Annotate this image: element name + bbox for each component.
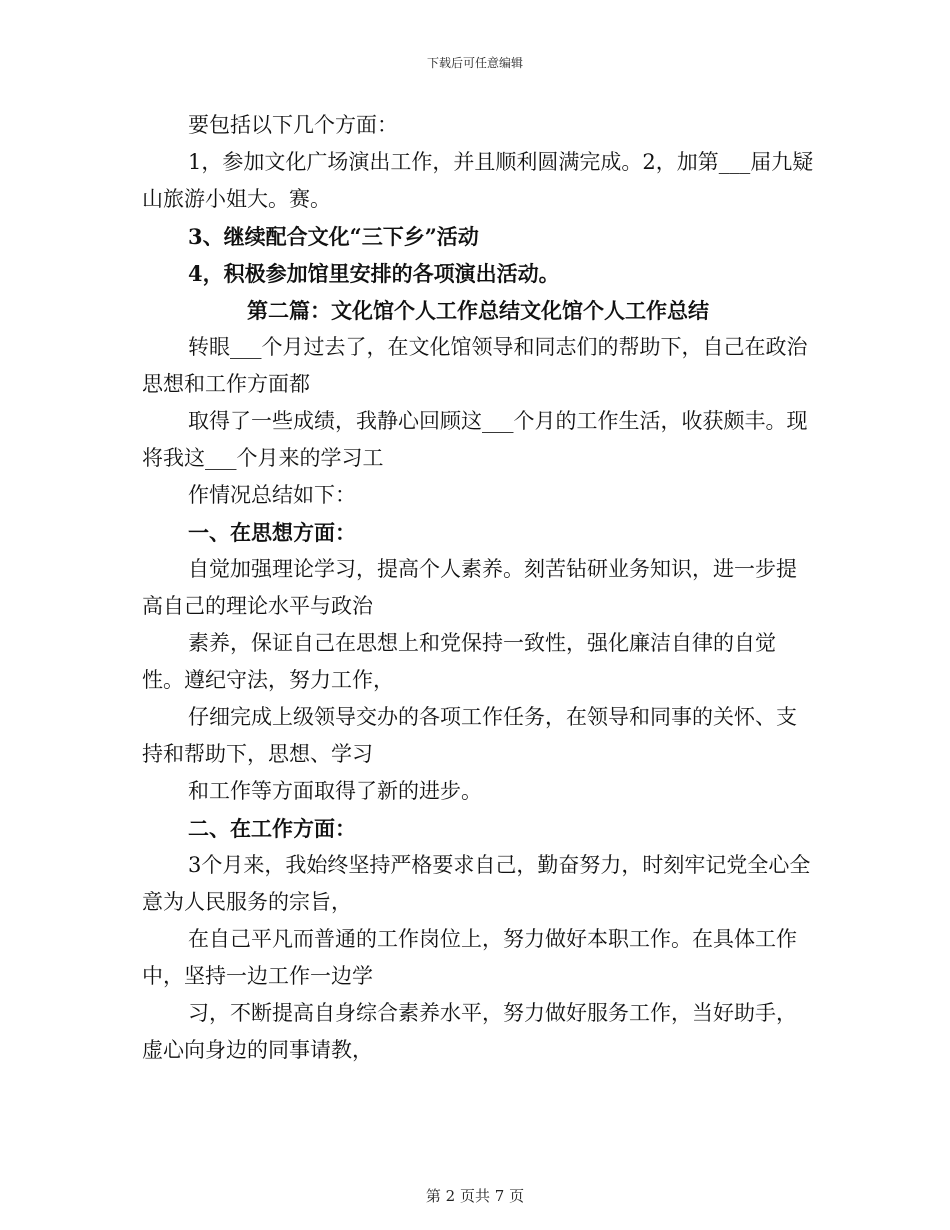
paragraph-16: 在自己平凡而普通的工作岗位上，努力做好本职工作。在具体工作中，坚持一边工作一边学 [142,927,797,988]
paragraph-1: 要包括以下几个方面： [188,113,398,137]
paragraph-13: 和工作等方面取得了新的进步。 [188,779,482,803]
heading-thought: 一、在思想方面： [188,520,356,545]
paragraph-6: 转眼___个月过去了，在文化馆领导和同志们的帮助下，自己在政治思想和工作方面都 [142,335,808,396]
heading-work: 二、在工作方面： [188,816,356,841]
paragraph-12: 仔细完成上级领导交办的各项工作任务，在领导和同事的关怀、支持和帮助下，思想、学习 [142,705,797,766]
page-header: 下载后可任意编辑 [426,56,523,70]
document-body [142,107,814,1069]
paragraph-2: 1，参加文化广场演出工作，并且顺利圆满完成。2，加第___届九疑山旅游小姐大。赛。 [142,150,814,211]
paragraph-3: 3、继续配合文化“三下乡”活动 [188,224,479,249]
paragraph-15: 3个月来，我始终坚持严格要求自己，勤奋努力，时刻牢记党全心全意为人民服务的宗旨， [142,853,811,914]
paragraph-17: 习，不断提高自身综合素养水平，努力做好服务工作，当好助手，虚心向身边的同事请教， [142,1001,797,1062]
paragraph-10: 自觉加强理论学习，提高个人素养。刻苦钻研业务知识，进一步提高自己的理论水平与政治 [142,557,797,618]
page-footer: 第 2 页共 7 页 [425,1187,525,1205]
paragraph-7: 取得了一些成绩，我静心回顾这___个月的工作生活，收获颇丰。现将我这___个月来的学习工 [142,409,808,470]
paragraph-8: 作情况总结如下： [188,483,356,507]
paragraph-4: 4，积极参加馆里安排的各项演出活动。 [188,261,560,286]
section-title: 第二篇：文化馆个人工作总结文化馆个人工作总结 [247,298,709,323]
paragraph-11: 素养，保证自己在思想上和党保持一致性，强化廉洁自律的自觉性。遵纪守法，努力工作， [142,631,776,692]
